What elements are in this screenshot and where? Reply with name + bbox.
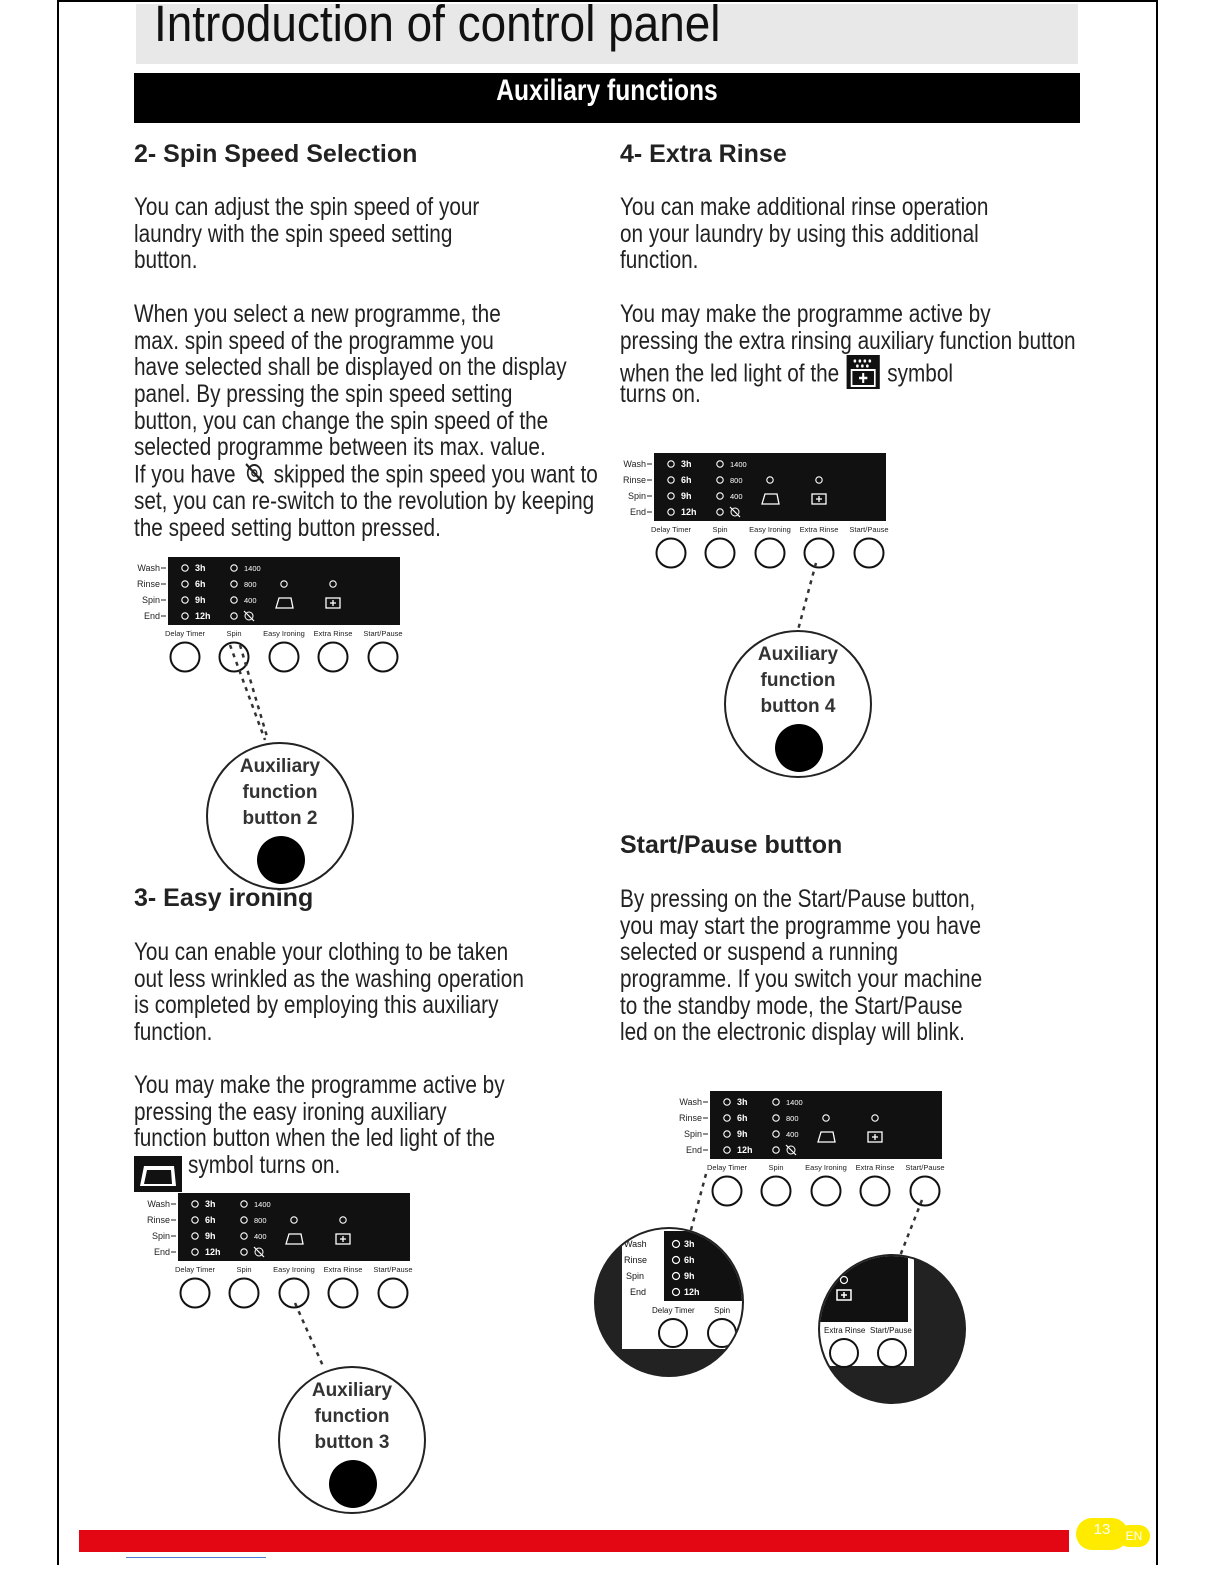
- row-label: Rinse: [136, 579, 160, 589]
- section-title: Auxiliary functions: [496, 74, 718, 107]
- speed-label: 1400: [244, 564, 261, 573]
- row-label: End: [153, 1247, 170, 1257]
- callout-pointer-ironing: [290, 1300, 330, 1370]
- startpause-paragraph: By pressing on the Start/Pause button, you may start the programme you have selected or suspend a running programme. If you switch your machine to the standby mode, the Start/Pause led on the electronic display will blink.: [620, 885, 983, 1047]
- hour-label: 9h: [681, 491, 692, 501]
- hour-label: 9h: [205, 1231, 216, 1241]
- panel-button: [706, 539, 735, 568]
- row-label: End: [685, 1145, 702, 1155]
- ironing-paragraph-2-end: symbol turns on.: [188, 1151, 341, 1179]
- svg-text:Spin: Spin: [714, 1306, 731, 1315]
- hour-label: 3h: [737, 1097, 748, 1107]
- button-label: Spin: [236, 1265, 252, 1274]
- easy-ironing-symbol-icon: [134, 1156, 182, 1197]
- button-label: Spin: [226, 629, 242, 638]
- hour-label: 3h: [195, 563, 206, 573]
- button-label: Delay Timer: [164, 629, 206, 638]
- callout-pointer-rinse: [790, 560, 820, 634]
- row-label: Spin: [627, 491, 646, 501]
- button-label: Start/Pause: [363, 629, 403, 638]
- ironing-heading: 3- Easy ironing: [134, 884, 314, 912]
- button-label: Extra Rinse: [855, 1163, 895, 1172]
- rinse-paragraph-2: You may make the programme active by pressing the extra rinsing auxiliary function button when the led light of the symbol turns on.: [620, 300, 1076, 409]
- panel-button: [657, 539, 686, 568]
- callout-pointer-spin: [220, 640, 280, 750]
- control-panel-ironing: [138, 1192, 428, 1310]
- button-label: Start/Pause: [905, 1163, 945, 1172]
- hour-label: 12h: [681, 507, 697, 517]
- rinse-paragraph-1: You can make additional rinse operation on your laundry by using this additional function.: [620, 193, 989, 275]
- row-label: Rinse: [622, 475, 646, 485]
- footer-underline: [126, 1557, 266, 1558]
- speed-label: 400: [244, 596, 257, 605]
- button-label: Easy Ironing: [273, 1265, 315, 1274]
- svg-text:6h: 6h: [684, 1255, 695, 1265]
- speed-label: 400: [786, 1130, 799, 1139]
- control-panel-rinse: [614, 452, 904, 570]
- button-label: Extra Rinse: [323, 1265, 363, 1274]
- svg-text:12h: 12h: [684, 1287, 700, 1297]
- button-label: Easy Ironing: [805, 1163, 847, 1172]
- callout-button-4: Auxiliary function button 4: [724, 630, 872, 778]
- panel-button: [181, 1279, 210, 1308]
- row-label: End: [143, 611, 160, 621]
- hour-label: 3h: [205, 1199, 216, 1209]
- language-badge: EN: [1118, 1525, 1150, 1547]
- speed-label: 800: [730, 476, 743, 485]
- svg-text:Extra Rinse: Extra Rinse: [824, 1326, 866, 1335]
- spin-paragraph-1: You can adjust the spin speed of your laundry with the spin speed setting button.: [134, 193, 480, 275]
- frame-left: [57, 0, 59, 1565]
- svg-text:Start/Pause: Start/Pause: [870, 1326, 912, 1335]
- panel-button: [379, 1279, 408, 1308]
- row-label: Spin: [151, 1231, 170, 1241]
- hour-label: 6h: [195, 579, 206, 589]
- hour-label: 12h: [195, 611, 211, 621]
- startpause-heading: Start/Pause button: [620, 831, 843, 859]
- speed-label: 800: [254, 1216, 267, 1225]
- svg-text:End: End: [630, 1287, 647, 1297]
- button-label: Extra Rinse: [313, 629, 353, 638]
- button-label: Spin: [712, 525, 728, 534]
- row-label: Wash: [679, 1097, 702, 1107]
- svg-text:Delay Timer: Delay Timer: [652, 1306, 695, 1315]
- button-label: Delay Timer: [650, 525, 692, 534]
- svg-text:Rinse: Rinse: [624, 1255, 648, 1265]
- zoom-start-pause: [818, 1254, 966, 1404]
- button-label: Start/Pause: [849, 525, 889, 534]
- button-label: Easy Ironing: [749, 525, 791, 534]
- page-number: 13: [1076, 1518, 1128, 1550]
- button-label: Extra Rinse: [799, 525, 839, 534]
- panel-button: [230, 1279, 259, 1308]
- hour-label: 9h: [737, 1129, 748, 1139]
- panel-button: [855, 539, 884, 568]
- footer-bar-tip: [1040, 1530, 1068, 1552]
- row-label: Spin: [141, 595, 160, 605]
- ironing-paragraph-2: You may make the programme active by pressing the easy ironing auxiliary function button when the led light of the: [134, 1071, 505, 1153]
- row-label: Rinse: [146, 1215, 170, 1225]
- button-label: Start/Pause: [373, 1265, 413, 1274]
- panel-button: [171, 643, 200, 672]
- footer-bar: [79, 1530, 1069, 1552]
- hour-label: 6h: [205, 1215, 216, 1225]
- row-label: Wash: [137, 563, 160, 573]
- speed-label: 1400: [254, 1200, 271, 1209]
- svg-text:Spin: Spin: [626, 1271, 645, 1281]
- ironing-paragraph-1: You can enable your clothing to be taken out less wrinkled as the washing operation is completed by employing this auxiliary function.: [134, 938, 524, 1047]
- panel-button: [756, 539, 785, 568]
- row-label: Rinse: [678, 1113, 702, 1123]
- row-label: Spin: [683, 1129, 702, 1139]
- button-label: Spin: [768, 1163, 784, 1172]
- row-label: Wash: [147, 1199, 170, 1209]
- button-label: Delay Timer: [706, 1163, 748, 1172]
- spin-paragraph-2: When you select a new programme, the max. spin speed of the programme you have selected shall be displayed on the display panel. By pressing the spin speed setting button, you can change the spin speed of the selected programme between its max. value. If you have skipped the spin speed you want to set, you can re-switch to the revolution by keeping the speed setting button pressed.: [134, 300, 598, 542]
- spin-heading: 2- Spin Speed Selection: [134, 140, 418, 168]
- extra-rinse-icon: [845, 354, 882, 396]
- page-title: Introduction of control panel: [154, 0, 721, 52]
- speed-label: 1400: [786, 1098, 803, 1107]
- speed-label: 800: [786, 1114, 799, 1123]
- speed-label: 1400: [730, 460, 747, 469]
- zoom-delay-timer: [594, 1227, 744, 1377]
- svg-text:3h: 3h: [684, 1239, 695, 1249]
- hour-label: 9h: [195, 595, 206, 605]
- rinse-button-closeup: [775, 724, 823, 772]
- callout-button-2: Auxiliary function button 2: [206, 742, 354, 890]
- hour-label: 3h: [681, 459, 692, 469]
- panel-button: [369, 643, 398, 672]
- row-label: Wash: [623, 459, 646, 469]
- hour-label: 6h: [681, 475, 692, 485]
- frame-right: [1156, 0, 1158, 1565]
- button-label: Delay Timer: [174, 1265, 216, 1274]
- ironing-button-closeup: [329, 1460, 377, 1508]
- rinse-heading: 4- Extra Rinse: [620, 140, 787, 168]
- speed-label: 400: [730, 492, 743, 501]
- svg-text:9h: 9h: [684, 1271, 695, 1281]
- button-label: Easy Ironing: [263, 629, 305, 638]
- spin-button-closeup: [257, 836, 305, 884]
- hour-label: 12h: [737, 1145, 753, 1155]
- panel-button: [319, 643, 348, 672]
- hour-label: 6h: [737, 1113, 748, 1123]
- svg-text:Wash: Wash: [624, 1239, 647, 1249]
- row-label: End: [629, 507, 646, 517]
- callout-button-3: Auxiliary function button 3: [278, 1366, 426, 1514]
- hour-label: 12h: [205, 1247, 221, 1257]
- speed-label: 800: [244, 580, 257, 589]
- speed-label: 400: [254, 1232, 267, 1241]
- panel-button: [329, 1279, 358, 1308]
